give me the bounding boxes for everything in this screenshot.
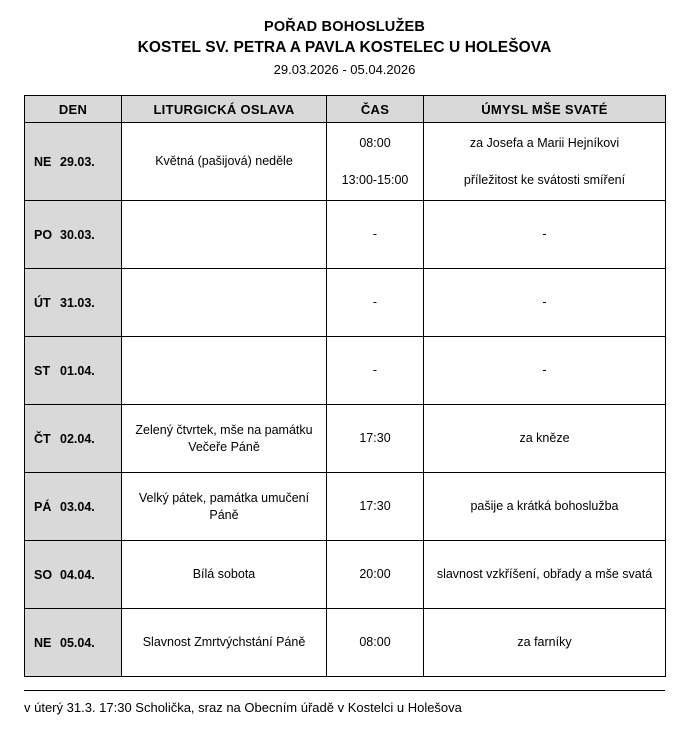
cell-time: 20:00 [327,541,424,609]
header-title-line2: KOSTEL SV. PETRA A PAVLA KOSTELEC U HOLEŠOVA [137,38,552,56]
cell-time: - [327,337,424,405]
schedule-table [24,95,666,677]
cell-time: 17:30 [327,405,424,473]
cell-day-dow: ÚT [34,295,51,310]
cell-liturgy: Velký pátek, památka umučení Páně [122,473,327,541]
cell-day-dow: PÁ [34,499,52,514]
cell-intention: - [424,269,666,337]
cell-intention: za kněze [424,405,666,473]
cell-day [25,405,122,473]
cell-day [25,201,122,269]
cell-day [25,337,122,405]
header-date-range: 29.03.2026 - 05.04.2026 [273,62,416,78]
cell-intention: - [424,201,666,269]
cell-intention: slavnost vzkříšení, obřady a mše svatá [424,541,666,609]
cell-day-dow: NE [34,154,52,169]
cell-intention: - [424,337,666,405]
schedule-table-container [24,95,665,677]
cell-day-dow: SO [34,567,53,582]
cell-day [25,123,122,201]
cell-day-date: 01.04. [60,363,95,378]
cell-time: - [327,201,424,269]
cell-day [25,269,122,337]
cell-intention: pašije a krátká bohoslužba [424,473,666,541]
table-header-row [25,96,666,123]
cell-intention: za farníky [424,609,666,677]
cell-day [25,609,122,677]
cell-liturgy [122,337,327,405]
column-header-day: DEN [25,96,122,123]
table-row [25,123,666,201]
cell-day-date: 29.03. [60,154,95,169]
column-header-time: ČAS [327,96,424,123]
cell-time-secondary: 13:00-15:00 [341,172,409,187]
cell-time-primary: 08:00 [359,135,391,150]
footer-divider [24,690,665,691]
cell-day-date: 31.03. [60,295,95,310]
cell-time [327,123,424,201]
table-row [25,337,666,405]
table-row [25,609,666,677]
cell-day [25,541,122,609]
cell-day-dow: ČT [34,431,51,446]
column-header-liturgy: LITURGICKÁ OSLAVA [122,96,327,123]
cell-intention-primary: za Josefa a Marii Hejníkovi [469,135,620,150]
document-header [0,0,689,79]
cell-liturgy: Slavnost Zmrtvýchstání Páně [122,609,327,677]
cell-day-date: 05.04. [60,635,95,650]
table-row [25,405,666,473]
cell-day-date: 04.04. [60,567,95,582]
header-title-line1: POŘAD BOHOSLUŽEB [263,19,426,35]
footer-note: v úterý 31.3. 17:30 Scholička, sraz na Obecním úřadě v Kostelci u Holešova [24,700,462,715]
cell-time: 17:30 [327,473,424,541]
cell-day [25,473,122,541]
cell-time: - [327,269,424,337]
cell-liturgy [122,269,327,337]
table-row [25,473,666,541]
table-row [25,201,666,269]
table-row [25,269,666,337]
cell-day-dow: NE [34,635,52,650]
cell-day-dow: ST [34,363,50,378]
cell-liturgy: Květná (pašijová) neděle [122,123,327,201]
cell-liturgy: Bílá sobota [122,541,327,609]
table-row [25,541,666,609]
cell-time: 08:00 [327,609,424,677]
cell-liturgy [122,201,327,269]
column-header-intention: ÚMYSL MŠE SVATÉ [424,96,666,123]
cell-intention-secondary: příležitost ke svátosti smíření [463,172,626,187]
cell-day-date: 30.03. [60,227,95,242]
cell-day-date: 03.04. [60,499,95,514]
cell-liturgy: Zelený čtvrtek, mše na památku Večeře Páně [122,405,327,473]
cell-day-date: 02.04. [60,431,95,446]
cell-intention [424,123,666,201]
cell-day-dow: PO [34,227,53,242]
